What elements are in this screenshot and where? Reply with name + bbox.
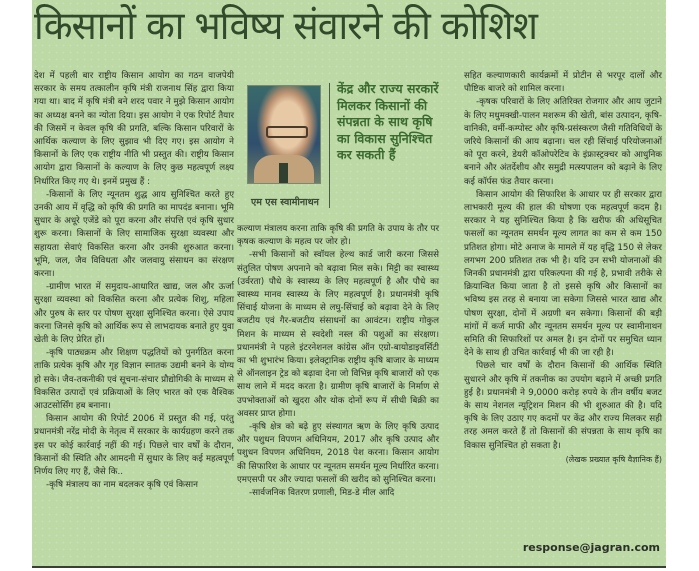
paragraph: कल्याण मंत्रालय करना ताकि कृषि की प्रगति के उपाय के तौर पर कृषक कल्याण के महत्व पर जोर हो। — [237, 224, 439, 248]
headline: किसानों का भविष्य संवारने की कोशिश — [34, 4, 538, 49]
paragraph: सहित कल्याणकारी कार्यक्रमों में प्रोटीन से भरपूर दालों और पौष्टिक बाजरे को शामिल करना। — [464, 71, 662, 95]
paragraph: किसान आयोग की रिपोर्ट 2006 में प्रस्तुत की गई, परंतु प्रधानमंत्री नरेंद्र मोदी के नेतृत्व में सरकार के कार्यग्रहण करने तक इस पर कोई कार्रवाई नहीं की गई। पिछले चार वर्षों के दौरान, किसानों की स्थिति और आमदनी में सुधार के लिए कई महत्वपूर्ण निर्णय लिए गए हैं, जैसे कि.. — [34, 414, 234, 478]
paragraph: किसान आयोग की सिफारिश के आधार पर ही सरकार द्वारा लाभकारी मूल्य की हाल की घोषणा एक महत्वपूर्ण कदम है। सरकार ने यह सुनिश्चित किया है कि खरीफ की अधिसूचित फसलों का न्यूनतम समर्थन मूल्य लागत का कम से कम 150 प्रतिशत होगा। मोटे अनाज के मामले में यह वृद्धि 150 से लेकर लगभग 200 प्रतिशत तक भी है। यदि उन सभी योजनाओं की जिनकी प्रधानमंत्री द्वारा परिकल्पना की गई है, प्रभावी तरीके से क्रियान्वित किया जाता है तो इससे कृषि और किसानों का भविष्य इस तरह से बनाया जा सकेगा जिससे भारत खाद्य और पोषण सुरक्षा, दोनों में अग्रणी बन सकेगा। किसानों की बड़ी मांगों में कर्ज माफी और न्यूनतम समर्थन मूल्य पर स्वामीनाथन समिति की सिफारिशों पर अमल है। इन दोनों पर समुचित ध्यान देने के साथ ही उचित कार्रवाई भी की जा रही है। — [464, 189, 662, 359]
paragraph: -कृषि मंत्रालय का नाम बदलकर कृषि एवं किसान — [46, 480, 198, 491]
author-quote-box — [247, 73, 447, 213]
paragraph: पिछले चार वर्षों के दौरान किसानों की आर्थिक स्थिति सुधारने और कृषि में तकनीक का उपयोग बढ़ाने में अच्छी प्रगति हुई है। प्रधानमंत्री ने 9,0000 करोड़ रुपये के तीन वर्षीय बजट के साथ नेशनल न्यूट्रिशन मिशन की भी शुरुआत की है। यदि कृषि के लिए उठाए गए कदमों पर केंद्र और राज्य मिलकर सही तरह अमल करते हैं तो किसानों की संपन्नता के साथ कृषि का विकास सुनिश्चित हो सकता है। — [464, 361, 662, 451]
column-3 — [464, 70, 662, 466]
photo-glasses — [266, 126, 308, 138]
newspaper-clipping — [32, 0, 666, 566]
author-byline: (लेखक प्रख्यात कृषि वैज्ञानिक हैं) — [565, 454, 662, 464]
paragraph: -किसानों के लिए न्यूनतम शुद्ध आय सुनिश्चित करते हुए उनकी आय में वृद्धि को कृषि की प्रगति का मापदंड बनाना। भूमि सुधार के अधूरे एजेंडे को पूरा करना और संपत्ति एवं कृषि सुधार शुरू करना। किसानों के लिए सामाजिक सुरक्षा व्यवस्था और सहायता सेवाएं विकसित करना और उनकी शुरुआत करना। भूमि, जल, जैव विविधता और जलवायु संसाधन का संरक्षण करना। — [34, 189, 234, 280]
bottom-rule — [32, 566, 666, 568]
paragraph: देश में पहली बार राष्ट्रीय किसान आयोग का गठन वाजपेयी सरकार के समय तत्कालीन कृषि मंत्री राजनाथ सिंह द्वारा किया गया था। बाद में कृषि मंत्री बने शरद पवार ने मुझे किसान आयोग का अध्यक्ष बनने का न्योता दिया। इस आयोग ने एक रिपोर्ट तैयार की जिसमें न केवल कृषि की प्रगति, बल्कि किसान परिवारों के आर्थिक कल्याण के लिए सुझाव भी दिए गए। इस आयोग ने किसानों के लिए एक राष्ट्रीय नीति भी प्रस्तुत की। राष्ट्रीय किसान आयोग द्वारा किसानों के कल्याण के लिए कुछ महत्वपूर्ण लक्ष्य निर्धारित किए गए थे। इनमें प्रमुख हैं : — [34, 71, 234, 187]
column-1 — [34, 70, 234, 493]
paragraph: -ग्रामीण भारत में समुदाय-आधारित खाद्य, जल और ऊर्जा सुरक्षा व्यवस्था को विकसित करना और प्रत्येक शिशु, महिला और पुरुष के स्तर पर पोषण सुरक्षा सुनिश्चित करना। ऐसे उपाय करना जिनसे कृषि को आर्थिक रूप से लाभदायक बनाते हुए युवा खेती के लिए प्रेरित हों। — [34, 282, 234, 346]
photo-tie — [279, 163, 288, 183]
author-photo — [247, 85, 321, 184]
pull-quote: केंद्र और राज्य सरकारें मिलकर किसानों की संपन्नता के साथ कृषि का विकास सुनिश्चित कर सकती हैं — [337, 81, 439, 163]
column-2 — [237, 223, 439, 500]
paragraph: -कृषि क्षेत्र को बढ़े हुए संस्थागत ऋण के लिए कृषि उत्पाद और पशुधन विपणन अधिनियम, 2017 और कृषि उत्पाद और पशुधन विपणन अधिनियम, 2018 पेश करना। किसान आयोग की सिफारिश के आधार पर न्यूनतम समर्थन मूल्य निर्धारित करना। एमएसपी पर और ज्यादा फसलों की खरीद को सुनिश्चित करना। — [237, 422, 439, 485]
paragraph: -सभी किसानों को स्वॉयल हेल्थ कार्ड जारी करना जिससे संतुलित पोषण अपनाने को बढ़ावा मिल सके। मिट्टी का स्वास्थ्य (उर्वरता) पौधे के स्वास्थ्य के लिए महत्वपूर्ण है और पौधे का स्वास्थ्य मानव स्वास्थ्य के लिए महत्वपूर्ण है। प्रधानमंत्री कृषि सिंचाई योजना के माध्यम से लघु-सिंचाई को बढ़ावा देने के लिए बजटीय एवं गैर-बजटीय संसाधनों का आवंटन। राष्ट्रीय गोकुल मिशन के माध्यम से स्वदेशी नस्ल की पशुओं का संरक्षण। प्रधानमंत्री ने पहले इंटरनेशनल कांग्रेस ऑन एग्रो-बायोडाइवर्सिटी का भी शुभारंभ किया। इलेक्ट्रानिक राष्ट्रीय कृषि बाजार के माध्यम से ऑनलाइन ट्रेड को बढ़ावा देना जो विभिन्न कृषि बाजारों को एक साथ लाने में मदद करता है। ग्रामीण कृषि बाजारों के निर्माण से उपभोक्ताओं को खुदरा और थोक दोनों रूप में सीधी बिक्री का अवसर प्राप्त होगा। — [237, 250, 439, 419]
paragraph: -कृषक परिवारों के लिए अतिरिक्त रोजगार और आय जुटाने के लिए मधुमक्खी-पालन मशरूम की खेती, बांस उत्पादन, कृषि-वानिकी, वर्मी-कम्पोस्ट और कृषि-प्रसंस्करण जैसी गतिविधियों के जरिये किसानों की आय बढ़ाना। चल रही सिंचाई परियोजनाओं को पूरा करने, डेयरी कॉओपरेटिव के इंफ्रास्ट्रक्चर को आधुनिक बनाने और अंतर्देशीय और समुद्री मत्स्यपालन को बढ़ाने के लिए कई कॉर्पस फंड तैयार करना। — [464, 97, 662, 187]
response-email: response@jagran.com — [522, 541, 660, 554]
divider — [329, 83, 330, 208]
paragraph: -कृषि पाठ्यक्रम और शिक्षण पद्धतियों को पुनर्गठित करना ताकि प्रत्येक कृषि और गृह विज्ञान स्नातक उद्यमी बनने के योग्य हो सके। जैव-तकनीकी एवं सूचना-संचार प्रौद्योगिकी के माध्यम से विकसित उत्पादों एवं प्रक्रियाओं के लिए भारत को एक वैश्विक आउटसोर्सिंग हब बनाना। — [34, 348, 234, 412]
author-caption: एम एस स्वामीनाथन — [251, 197, 319, 208]
paragraph: -सार्वजनिक वितरण प्रणाली, मिड-डे मील आदि — [249, 488, 395, 499]
